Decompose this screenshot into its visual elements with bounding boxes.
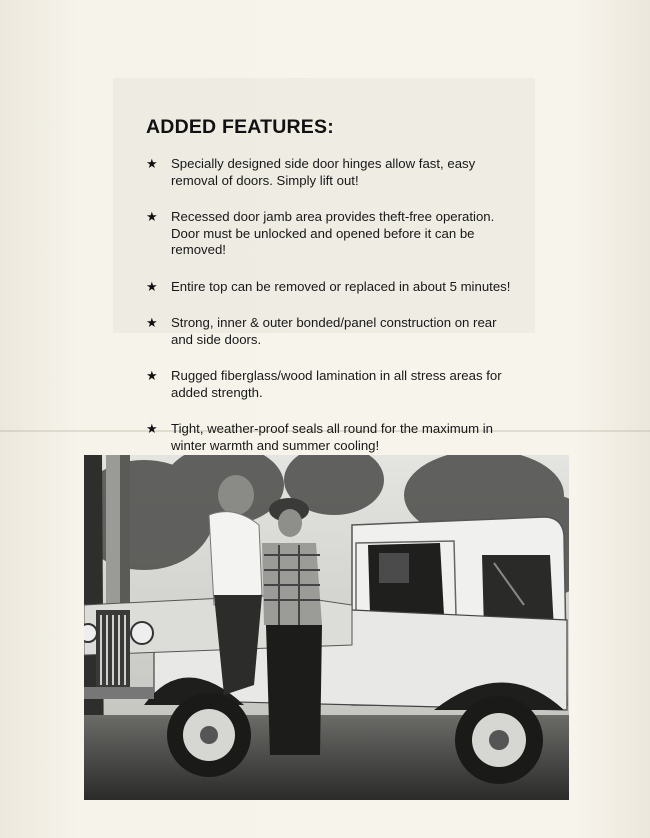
feature-text: Strong, inner & outer bonded/panel construction on rear and side doors. — [171, 315, 497, 347]
star-bullet-icon: ★ — [146, 368, 158, 383]
photo-illustration — [84, 455, 569, 800]
feature-text: Rugged fiberglass/wood lamination in all stress areas for added strength. — [171, 368, 502, 400]
star-bullet-icon: ★ — [146, 209, 158, 224]
jeep-hardtop-photo — [84, 455, 569, 800]
feature-text: Tight, weather-proof seals all round for the maximum in winter warmth and summer cooling! — [171, 421, 494, 453]
list-item — [146, 209, 516, 259]
list-item — [146, 315, 516, 348]
features-heading: ADDED FEATURES: — [146, 116, 334, 138]
star-bullet-icon: ★ — [146, 156, 158, 171]
feature-text: Recessed door jamb area provides theft-free operation. Door must be unlocked and opened before it can be removed! — [171, 209, 495, 257]
star-bullet-icon: ★ — [146, 315, 158, 330]
list-item — [146, 368, 516, 401]
star-bullet-icon: ★ — [146, 421, 158, 436]
list-item — [146, 156, 516, 189]
list-item — [146, 279, 516, 296]
star-bullet-icon: ★ — [146, 278, 158, 294]
feature-text: Specially designed side door hinges allow fast, easy removal of doors. Simply lift out! — [171, 156, 476, 188]
list-item — [146, 421, 516, 454]
feature-list — [146, 156, 516, 474]
feature-text: Entire top can be removed or replaced in about 5 minutes! — [171, 278, 511, 294]
